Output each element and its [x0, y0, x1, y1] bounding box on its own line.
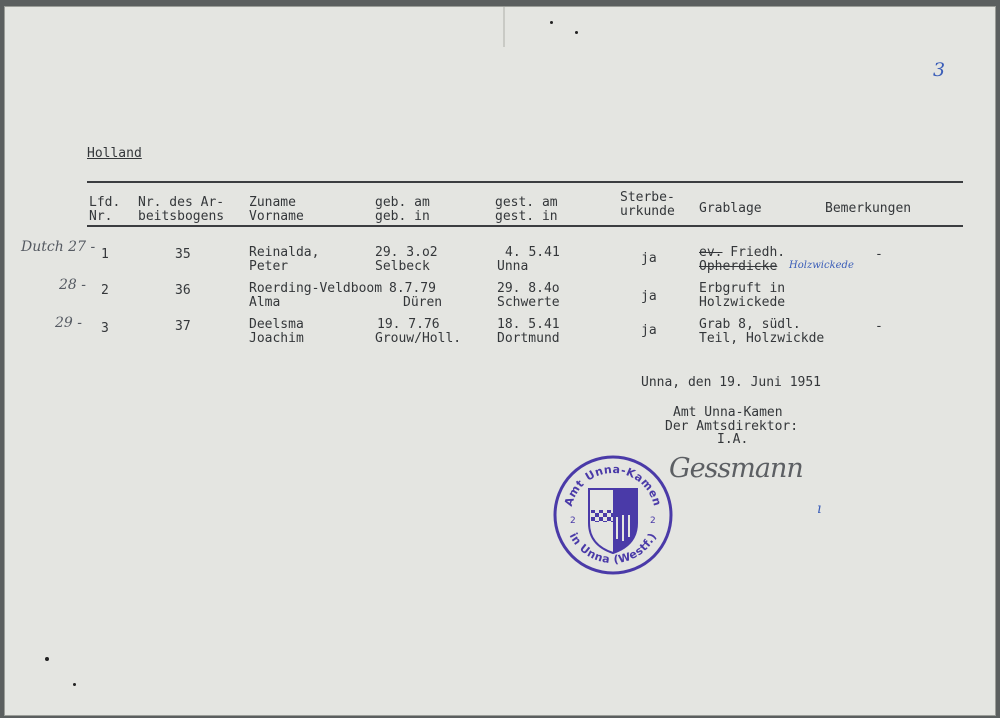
stamp-right-number: 2	[650, 516, 656, 526]
row-died-place: Dortmund	[497, 331, 560, 346]
row-certificate: ja	[641, 251, 657, 266]
row-born-place: Düren	[403, 295, 443, 310]
paper-speck	[550, 21, 553, 24]
official-stamp	[551, 453, 675, 577]
row-lfd: 1	[101, 247, 109, 262]
paper-speck	[45, 657, 49, 661]
row-surname: Deelsma	[249, 317, 304, 332]
place-date: Unna, den 19. Juni 1951	[641, 375, 822, 390]
director-title: Der Amtsdirektor:	[665, 419, 799, 434]
margin-note: 28 -	[59, 277, 86, 293]
coat-of-arms-icon	[589, 489, 637, 553]
header-grave: Grablage	[699, 201, 762, 216]
row-died-date: 4. 5.41	[505, 245, 560, 260]
row-firstname: Alma	[249, 295, 281, 310]
row-born-place: Selbeck	[375, 259, 430, 274]
row-grave-line2: Teil, Holzwickde	[699, 331, 825, 346]
office-name: Amt Unna-Kamen	[673, 405, 783, 420]
row-surname: Reinalda,	[249, 245, 320, 260]
row-born-place: Grouw/Holl.	[375, 331, 462, 346]
ia-label: I.A.	[717, 432, 749, 447]
ink-mark: ı	[817, 501, 822, 517]
row-died-date: 18. 5.41	[497, 317, 560, 332]
table-header-rule	[87, 225, 963, 227]
row-grave-line2: Holzwickede	[699, 295, 786, 310]
row-arbeitsbogen: 36	[175, 283, 191, 298]
row-born-date: 29. 3.o2	[375, 245, 438, 260]
stamp-top-text: Amt Unna-Kamen	[561, 462, 664, 508]
fold-crease	[503, 7, 505, 47]
row-born-date: 8.7.79	[389, 281, 436, 296]
row-lfd: 2	[101, 283, 109, 298]
margin-note: Dutch 27 -	[21, 239, 96, 255]
row-firstname: Joachim	[249, 331, 304, 346]
row-grave-correction: Holzwickede	[789, 260, 854, 271]
paper-speck	[575, 31, 578, 34]
row-grave-line1: ev. Friedh.	[699, 245, 786, 260]
row-born-date: 19. 7.76	[377, 317, 440, 332]
header-remarks: Bemerkungen	[825, 201, 912, 216]
row-remarks: -	[875, 247, 883, 262]
stamp-left-number: 2	[570, 516, 576, 526]
page-number: 3	[933, 59, 946, 81]
row-died-place: Unna	[497, 259, 529, 274]
row-certificate: ja	[641, 323, 657, 338]
row-lfd: 3	[101, 321, 109, 336]
section-heading: Holland	[87, 146, 142, 161]
row-surname: Roerding-Veldboom	[249, 281, 383, 296]
row-arbeitsbogen: 35	[175, 247, 191, 262]
row-firstname: Peter	[249, 259, 289, 274]
row-died-place: Schwerte	[497, 295, 560, 310]
row-grave-line1: Grab 8, südl.	[699, 317, 801, 332]
margin-note: 29 -	[55, 315, 82, 331]
document-page: 3 Holland Lfd. Nr. Nr. des Ar- beitsbogens Zuname Vorname geb. am geb. in gest. am gest. in Sterbe- urkunde Grablage Bemerkungen Dutch 27 - 1 35 Reinalda, Peter 29. 3.o2 Selbeck 4. 5.41 Unna ja ev. Friedh. Opherdicke Holzwickede - 28 - 2 36 Roerding-Veldboom Alma 8.7.79 Düren 29. 8.4o Schwerte ja Erbgruft in Holzwickede 29 - 3 37 Deelsma Joachim 19. 7.76 Grouw/Holl. 18. 5.41 Dortmund ja Grab 8, südl. Teil, Holzwickde - Unna, den 19. Juni 1951 Amt Unna-Kamen Der Amtsdirektor: I.A. Gessmann ı Amt Unna-Kamen in Unna (Westf.) 2 2	[4, 6, 996, 716]
paper-speck	[73, 683, 76, 686]
stamp-bottom-text: in Unna (Westf.)	[566, 530, 660, 567]
row-died-date: 29. 8.4o	[497, 281, 560, 296]
row-certificate: ja	[641, 289, 657, 304]
signature: Gessmann	[669, 453, 803, 484]
row-grave-line2: Opherdicke	[699, 259, 778, 274]
row-grave-line1: Erbgruft in	[699, 281, 786, 296]
table-top-rule	[87, 181, 963, 183]
row-arbeitsbogen: 37	[175, 319, 191, 334]
row-remarks: -	[875, 319, 883, 334]
